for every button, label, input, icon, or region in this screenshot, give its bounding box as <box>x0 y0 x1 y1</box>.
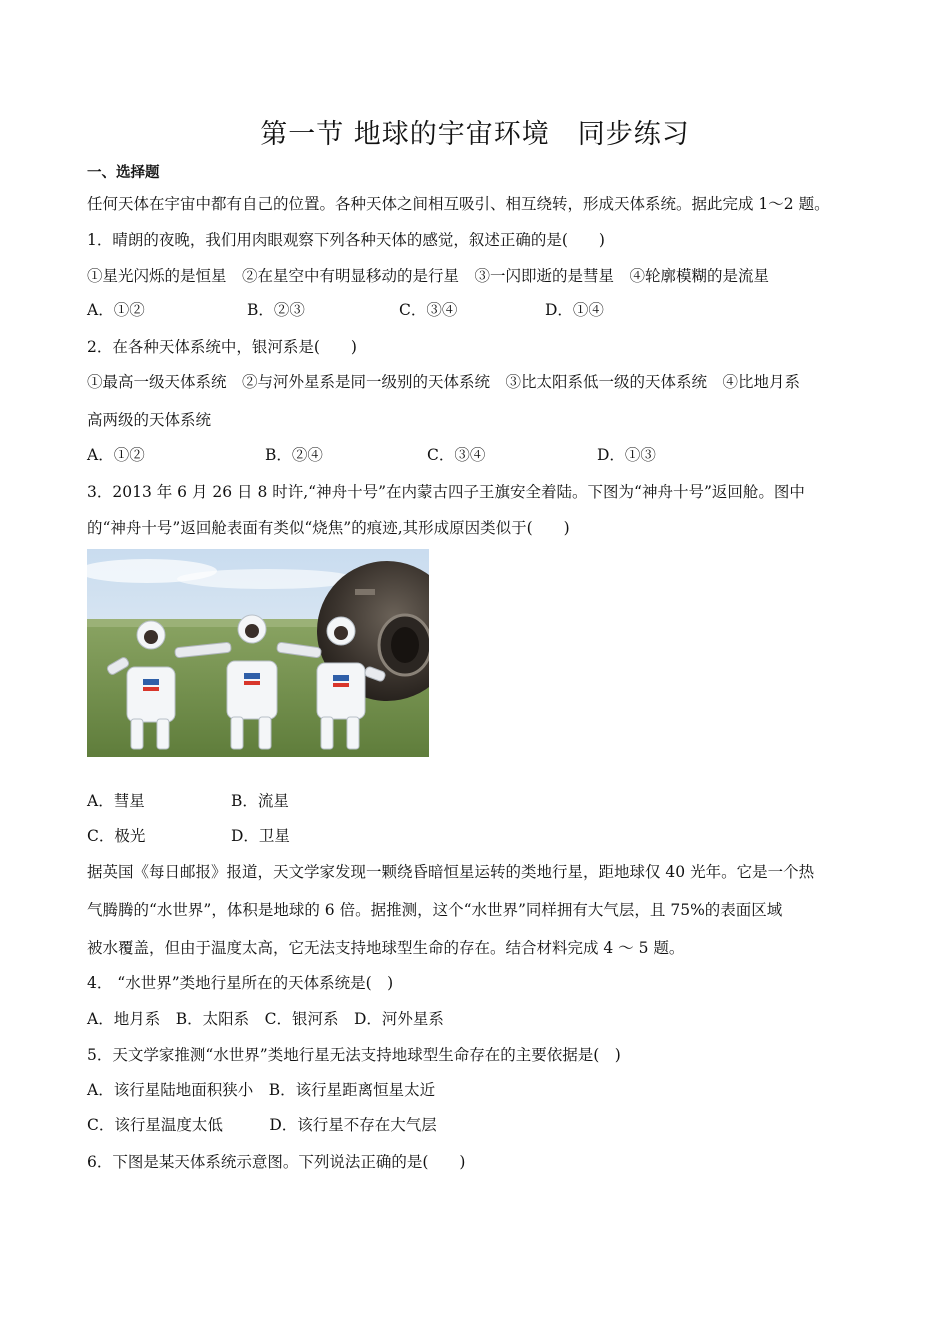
option-a: A．①② <box>87 446 145 464</box>
question-2-stem: 2．在各种天体系统中，银河系是( ) <box>87 338 357 356</box>
question-3-options-ab <box>87 790 289 812</box>
intro-paragraph-1: 任何天体在宇宙中都有自己的位置。各种天体之间相互吸引、相互绕转，形成天体系统。据此完成 1～2 题。 <box>87 195 830 213</box>
section-heading: 一、选择题 <box>87 165 160 181</box>
question-2-statements: ①最高一级天体系统 ②与河外星系是同一级别的天体系统 ③比太阳系低一级的天体系统 ④比地月系 <box>87 373 801 391</box>
question-3-stem-cont: 的“神舟十号”返回舱表面有类似“烧焦”的痕迹,其形成原因类似于( ) <box>87 519 570 537</box>
option-c: C．极光 <box>87 827 146 845</box>
question-1-stem: 1．晴朗的夜晚，我们用肉眼观察下列各种天体的感觉，叙述正确的是( ) <box>87 231 605 249</box>
intro-paragraph-2-line-2: 气腾腾的“水世界”，体积是地球的 6 倍。据推测，这个“水世界”同样拥有大气层，且 75%的表面区域 <box>87 901 783 919</box>
question-1-statements: ①星光闪烁的是恒星 ②在星空中有明显移动的是行星 ③一闪即逝的是彗星 ④轮廓模糊的是流星 <box>87 267 770 285</box>
question-6-stem: 6．下图是某天体系统示意图。下列说法正确的是( ) <box>87 1153 466 1171</box>
intro-paragraph-2-line-3: 被水覆盖，但由于温度太高，它无法支持地球型生命的存在。结合材料完成 4 ～ 5 题。 <box>87 939 685 957</box>
option-b: B．流星 <box>231 792 289 810</box>
question-3-stem: 3．2013 年 6 月 26 日 8 时许,“神舟十号”在内蒙古四子王旗安全着陆。下图为“神舟十号”返回舱。图中 <box>87 483 805 501</box>
option-d: D．①③ <box>597 446 656 464</box>
option-a: A．①② <box>87 301 145 319</box>
question-4-options: A．地月系 B．太阳系 C．银河系 D．河外星系 <box>87 1010 444 1028</box>
page-title: 第一节 地球的宇宙环境 同步练习 <box>260 119 690 150</box>
question-3-options-cd <box>87 825 290 847</box>
question-1-options <box>87 299 604 321</box>
intro-paragraph-2-line-1: 据英国《每日邮报》报道，天文学家发现一颗绕昏暗恒星运转的类地行星，距地球仅 40 光年。它是一个热 <box>87 863 815 881</box>
question-2-options <box>87 444 656 466</box>
option-d: D．①④ <box>545 301 604 319</box>
option-c: C．③④ <box>399 301 458 319</box>
question-5-options-ab: A．该行星陆地面积狭小 B．该行星距离恒星太近 <box>87 1081 436 1099</box>
question-5-options-cd: C．该行星温度太低 D．该行星不存在大气层 <box>87 1116 437 1134</box>
option-d: D．卫星 <box>231 827 290 845</box>
option-b: B．②③ <box>247 301 305 319</box>
option-a: A．彗星 <box>87 792 145 810</box>
question-5-stem: 5．天文学家推测“水世界”类地行星无法支持地球型生命存在的主要依据是( ) <box>87 1046 621 1064</box>
question-4-stem: 4． “水世界”类地行星所在的天体系统是( ) <box>87 974 394 992</box>
option-b: B．②④ <box>265 446 323 464</box>
question-2-statements-cont: 高两级的天体系统 <box>87 411 212 429</box>
option-c: C．③④ <box>427 446 486 464</box>
shenzhou-capsule-photo <box>87 549 429 757</box>
